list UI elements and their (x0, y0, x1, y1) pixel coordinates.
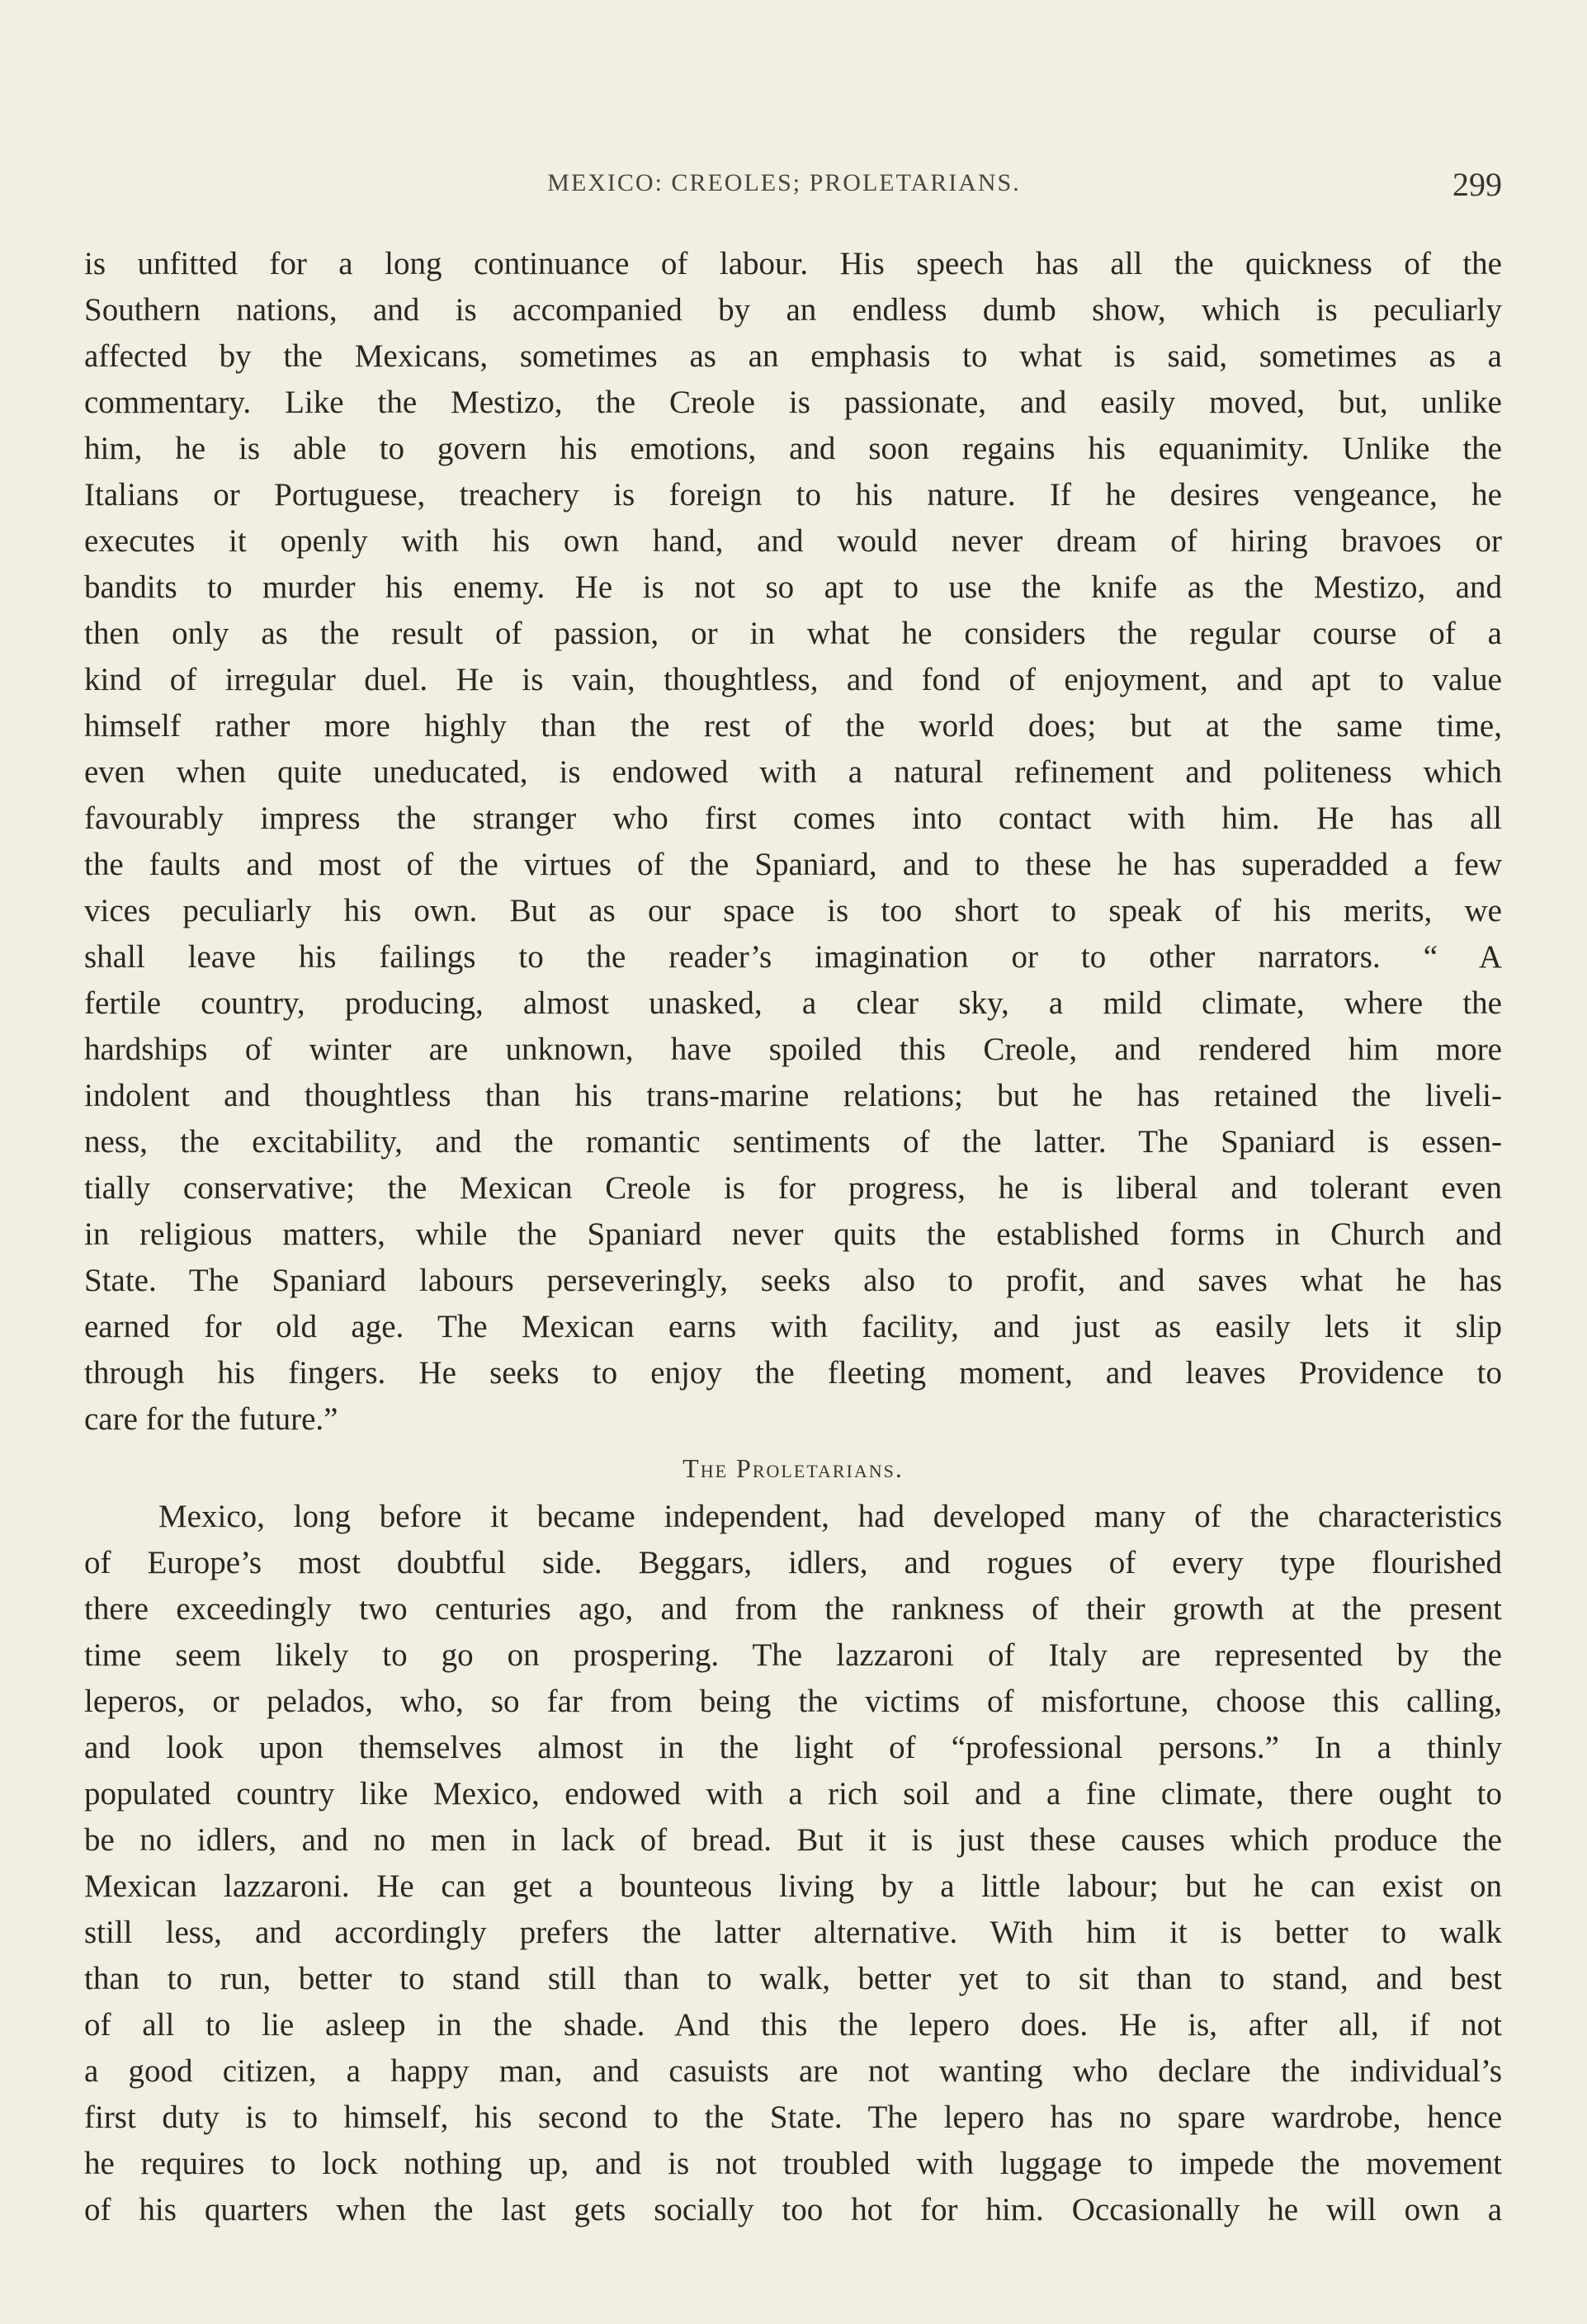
text-line: commentary. Like the Mestizo, the Creole is passionate, and easily moved, but, unlike (84, 385, 1502, 420)
text-line: time seem likely to go on prospering. The lazzaroni of Italy are represented by the (84, 1637, 1502, 1673)
text-line: bandits to murder his enemy. He is not so apt to use the knife as the Mestizo, and (84, 569, 1502, 605)
paragraph-proletarians (84, 1494, 1502, 2233)
text-line: him, he is able to govern his emotions, and soon regains his equanimity. Unlike the (84, 431, 1502, 466)
text-line: populated country like Mexico, endowed with a rich soil and a fine climate, there ought to (84, 1776, 1502, 1811)
text-line: favourably impress the stranger who first comes into contact with him. He has all (84, 801, 1502, 836)
text-line: indolent and thoughtless than his trans-marine relations; but he has retained the liveli- (84, 1078, 1502, 1113)
text-line: and look upon themselves almost in the light of “professional persons.” In a thinly (84, 1730, 1502, 1765)
text-line: State. The Spaniard labours perseveringly, seeks also to profit, and saves what he has (84, 1263, 1502, 1298)
text-line: of Europe’s most doubtful side. Beggars, idlers, and rogues of every type flourished (84, 1545, 1502, 1580)
text-line: fertile country, producing, almost unasked, a clear sky, a mild climate, where the (84, 985, 1502, 1021)
text-line: still less, and accordingly prefers the latter alternative. With him it is better to walk (84, 1915, 1502, 1950)
text-line: he requires to lock nothing up, and is not troubled with luggage to impede the movement (84, 2146, 1502, 2181)
text-line: the faults and most of the virtues of the Spaniard, and to these he has superadded a few (84, 847, 1502, 882)
running-head: MEXICO: CREOLES; PROLETARIANS. (547, 169, 1021, 196)
text-line: a good citizen, a happy man, and casuists are not wanting who declare the individual’s (84, 2053, 1502, 2089)
text-line: earned for old age. The Mexican earns with facility, and just as easily lets it slip (84, 1309, 1502, 1344)
text-line: care for the future.” (84, 1401, 338, 1437)
text-line: himself rather more highly than the rest of the world does; but at the same time, (84, 708, 1502, 744)
text-line: Italians or Portuguese, treachery is foreign to his nature. If he desires vengeance, he (84, 477, 1502, 513)
paragraph-creole (84, 241, 1502, 1443)
text-line: of all to lie asleep in the shade. And this the lepero does. He is, after all, if not (84, 2007, 1502, 2043)
text-line: ness, the excitability, and the romantic sentiments of the latter. The Spaniard is essen- (84, 1124, 1502, 1160)
text-line: Mexican lazzaroni. He can get a bounteous living by a little labour; but he can exist on (84, 1868, 1502, 1904)
text-line: first duty is to himself, his second to the State. The lepero has no spare wardrobe, hence (84, 2100, 1502, 2135)
text-line: shall leave his failings to the reader’s imagination or to other narrators. “ A (84, 939, 1502, 975)
text-line: vices peculiarly his own. But as our space is too short to speak of his merits, we (84, 893, 1502, 928)
text-line: in religious matters, while the Spaniard never quits the established forms in Church and (84, 1216, 1502, 1252)
text-line: Southern nations, and is accompanied by an endless dumb show, which is peculiarly (84, 292, 1502, 328)
text-line: leperos, or pelados, who, so far from being the victims of misfortune, choose this calling, (84, 1684, 1502, 1719)
text-line: then only as the result of passion, or in what he considers the regular course of a (84, 616, 1502, 651)
section-heading: The Proletarians. (683, 1453, 904, 1483)
text-line: Mexico, long before it became independent, had developed many of the characteristics (158, 1499, 1502, 1534)
text-line: there exceedingly two centuries ago, and from the rankness of their growth at the present (84, 1591, 1502, 1627)
text-line: hardships of winter are unknown, have spoiled this Creole, and rendered him more (84, 1032, 1502, 1067)
text-line: through his fingers. He seeks to enjoy the fleeting moment, and leaves Providence to (84, 1355, 1502, 1391)
text-line: than to run, better to stand still than to walk, better yet to sit than to stand, and best (84, 1961, 1502, 1996)
text-line: even when quite uneducated, is endowed with a natural refinement and politeness which (84, 754, 1502, 790)
text-line: is unfitted for a long continuance of labour. His speech has all the quickness of the (84, 246, 1502, 281)
text-line: tially conservative; the Mexican Creole is for progress, he is liberal and tolerant even (84, 1170, 1502, 1206)
page-number: 299 (1452, 166, 1502, 203)
text-line: be no idlers, and no men in lack of bread. But it is just these causes which produce the (84, 1822, 1502, 1858)
text-line: kind of irregular duel. He is vain, thoughtless, and fond of enjoyment, and apt to value (84, 662, 1502, 697)
body-text (84, 241, 1502, 2233)
text-line: affected by the Mexicans, sometimes as an emphasis to what is said, sometimes as a (84, 338, 1502, 374)
text-line: of his quarters when the last gets socially too hot for him. Occasionally he will own a (84, 2192, 1502, 2227)
text-line: executes it openly with his own hand, and would never dream of hiring bravoes or (84, 523, 1502, 559)
